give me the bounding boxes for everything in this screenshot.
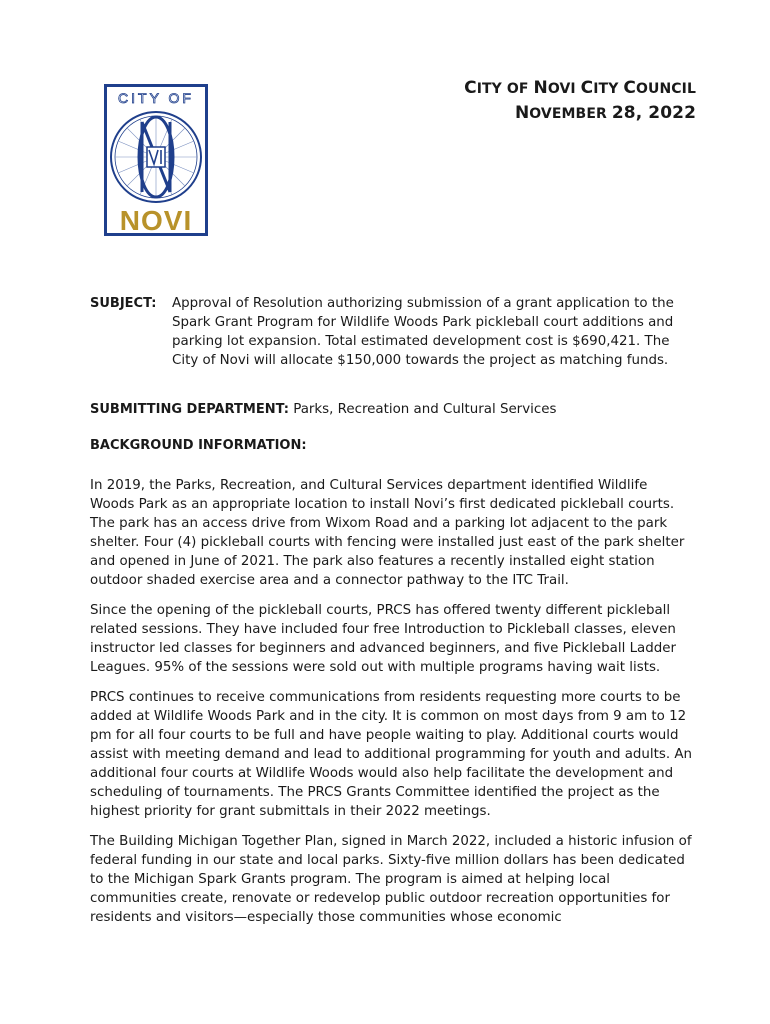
city-of-novi-logo xyxy=(104,84,208,236)
department-value: Parks, Recreation and Cultural Services xyxy=(288,402,557,417)
department-label: SUBMITTING DEPARTMENT: xyxy=(90,402,289,417)
background-body xyxy=(90,476,692,938)
background-paragraph: The Building Michigan Together Plan, signed in March 2022, included a historic infusion of federal funding in our state and local parks. Sixty-five million dollars has been dedicated to the Michigan Spark Grants program. The program is aimed at helping local communities create, renovate or redevelop public outdoor recreation opportunities for residents and visitors—especially those communities whose economic xyxy=(90,834,692,925)
meeting-header xyxy=(464,76,696,126)
subject-label: SUBJECT: xyxy=(90,296,157,311)
novi-seal-icon xyxy=(104,84,208,236)
submitting-department xyxy=(90,402,556,417)
background-heading: BACKGROUND INFORMATION: xyxy=(90,438,307,453)
logo-top-text: CITY OF xyxy=(118,90,194,106)
background-paragraph: PRCS continues to receive communications from residents requesting more courts to be added at Wildlife Woods Park and in the city. It is common on most days from 9 am to 12 pm for all four courts to be full and have people waiting to play. Additional courts would assist with meeting demand and lead to additional programming for youth and adults. An additional four courts at Wildlife Woods would also help facilitate the development and scheduling of tournaments. The PRCS Grants Committee identified the project as the highest priority for grant submittals in their 2022 meetings. xyxy=(90,690,693,819)
background-paragraph: Since the opening of the pickleball courts, PRCS has offered twenty different pickleball related sessions. They have included four free Introduction to Pickleball classes, eleven instructor led classes for beginners and advanced beginners, and five Pickleball Ladder Leagues. 95% of the sessions were sold out with multiple programs having wait lists. xyxy=(90,603,676,675)
subject-text: Approval of Resolution authorizing submission of a grant application to the Spark Grant Program for Wildlife Woods Park pickleball court additions and parking lot expansion. Total estimated development cost is $690,421. The City of Novi will allocate $150,000 towards the project as matching funds. xyxy=(172,296,674,368)
background-paragraph: In 2019, the Parks, Recreation, and Cultural Services department identified Wildlife Woods Park as an appropriate location to install Novi’s first dedicated pickleball courts. The park has an access drive from Wixom Road and a parking lot adjacent to the park shelter. Four (4) pickleball courts with fencing were installed just east of the park shelter and opened in June of 2021. The park also features a recently installed eight station outdoor shaded exercise area and a connector pathway to the ITC Trail. xyxy=(90,478,685,588)
meeting-date: NOVEMBER 28, 2022 xyxy=(514,103,696,123)
council-title: CITY OF NOVI CITY COUNCIL xyxy=(464,78,696,98)
logo-bottom-text: NOVI xyxy=(119,205,193,236)
